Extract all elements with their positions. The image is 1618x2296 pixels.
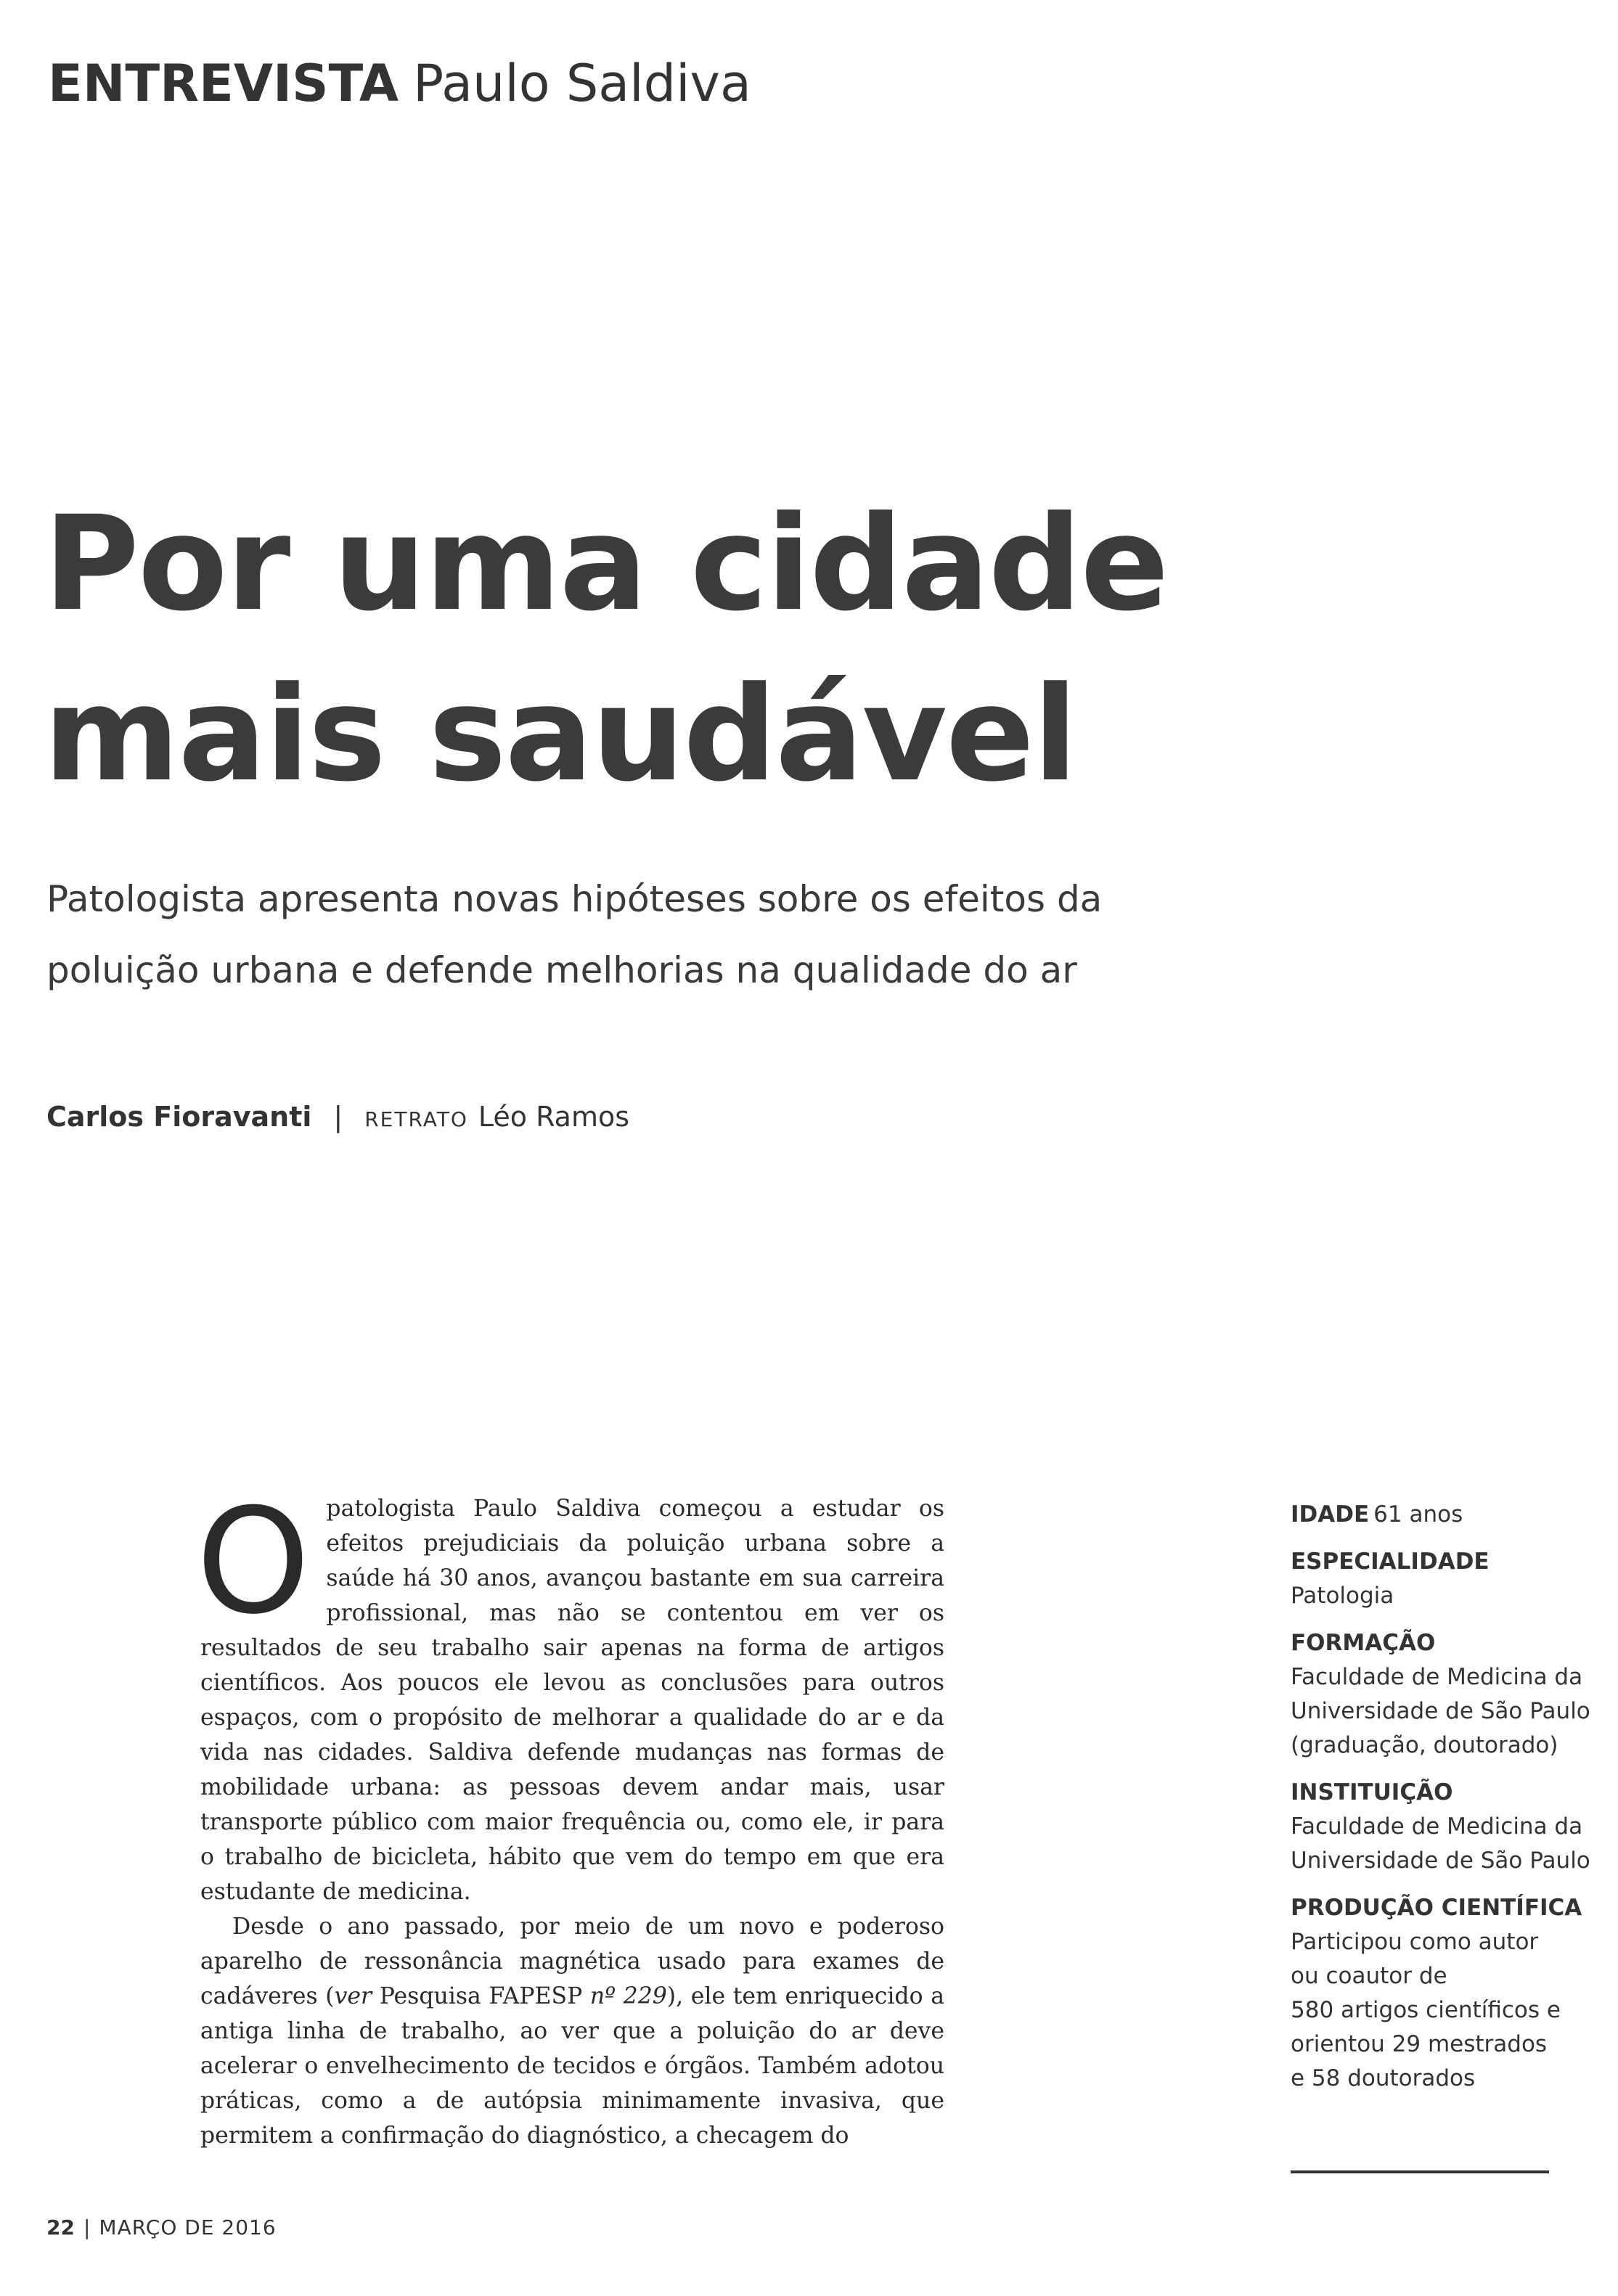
photo-credit-role: RETRATO [364, 1107, 468, 1131]
institution-line: Faculdade de Medicina da [1291, 1813, 1583, 1840]
article-body [196, 1477, 944, 2153]
drop-cap: O [196, 1477, 311, 1647]
profile-education [1291, 1626, 1610, 1763]
headline-line-2: mais saudável [44, 659, 1076, 811]
paragraph [200, 1909, 944, 2153]
paragraph [196, 1477, 944, 1909]
interview-subject: Paulo Saldiva [413, 54, 751, 113]
profile-divider [1291, 2170, 1549, 2173]
education-line: (graduação, doutorado) [1291, 1732, 1558, 1758]
production-line: Participou como autor [1291, 1929, 1539, 1955]
institution-label: INSTITUIÇÃO [1291, 1779, 1453, 1805]
deck [46, 864, 1135, 1006]
paragraph-2-start: Desde o ano passado, por meio de um novo e poderoso aparelho de ressonância magnética usado para exames de cadáveres ( [200, 1914, 944, 2009]
footer-separator: | [83, 2215, 91, 2239]
issue-reference: nº 229 [589, 1983, 667, 2009]
education-line: Faculdade de Medicina da [1291, 1664, 1583, 1690]
profile-age [1291, 1498, 1610, 1532]
magazine-reference: Pesquisa FAPESP [372, 1983, 590, 2009]
deck-line-1: Patologista apresenta novas hipóteses sobre os efeitos da [46, 878, 1103, 920]
headline [44, 479, 1168, 820]
age-value: 61 anos [1373, 1501, 1463, 1528]
specialty-label: ESPECIALIDADE [1291, 1549, 1490, 1575]
production-line: ou coautor de [1291, 1963, 1447, 1989]
education-line: Universidade de São Paulo [1291, 1698, 1590, 1724]
see-reference: ver [334, 1983, 372, 2009]
section-header [48, 54, 751, 113]
profile-sidebar [1291, 1498, 1610, 2109]
specialty-value: Patologia [1291, 1583, 1394, 1609]
issue-date: MARÇO DE 2016 [99, 2215, 277, 2239]
author-name: Carlos Fioravanti [46, 1101, 312, 1133]
deck-line-2: poluição urbana e defende melhorias na qualidade do ar [46, 949, 1077, 991]
production-line: e 58 doutorados [1291, 2065, 1476, 2091]
profile-specialty [1291, 1545, 1610, 1613]
byline-separator: | [333, 1101, 343, 1133]
paragraph-1-text: patologista Paulo Saldiva começou a estudar os efeitos prejudiciais da poluição urbana sobre a saúde há 30 anos, avançou bastante em sua carreira profissional, mas não se contentou em ver os resultados de seu trabalho sair apenas na forma de artigos científicos. Aos poucos ele levou as conclusões para outros espaços, com o propósito de melhorar a qualidade do ar e da vida nas cidades. Saldiva defende mudanças nas formas de mobilidade urbana: as pessoas devem andar mais, usar transporte público com maior frequência ou, como ele, ir para o trabalho de bicicleta, hábito que vem do tempo em que era estudante de medicina. [200, 1496, 944, 1905]
paragraph-2-end: ), ele tem enriquecido a antiga linha de trabalho, ao ver que a poluição do ar deve acelerar o envelhecimento de tecidos e órgãos. Também adotou práticas, como a de autópsia minimamente invasiva, que permitem a confirmação do diagnóstico, a checagem do [200, 1983, 944, 2149]
production-line: 580 artigos científicos e [1291, 1997, 1561, 2023]
production-label: PRODUÇÃO CIENTÍFICA [1291, 1895, 1582, 1921]
profile-institution [1291, 1776, 1610, 1878]
photographer-name: Léo Ramos [478, 1101, 630, 1133]
page-number: 22 [46, 2215, 75, 2239]
production-line: orientou 29 mestrados [1291, 2031, 1548, 2057]
headline-line-1: Por uma cidade [44, 488, 1168, 640]
byline [46, 1101, 629, 1133]
institution-line: Universidade de São Paulo [1291, 1848, 1590, 1874]
profile-production [1291, 1891, 1610, 2096]
section-label: ENTREVISTA [48, 54, 399, 113]
age-label: IDADE [1291, 1501, 1370, 1528]
page-footer [46, 2215, 277, 2239]
education-label: FORMAÇÃO [1291, 1630, 1436, 1656]
